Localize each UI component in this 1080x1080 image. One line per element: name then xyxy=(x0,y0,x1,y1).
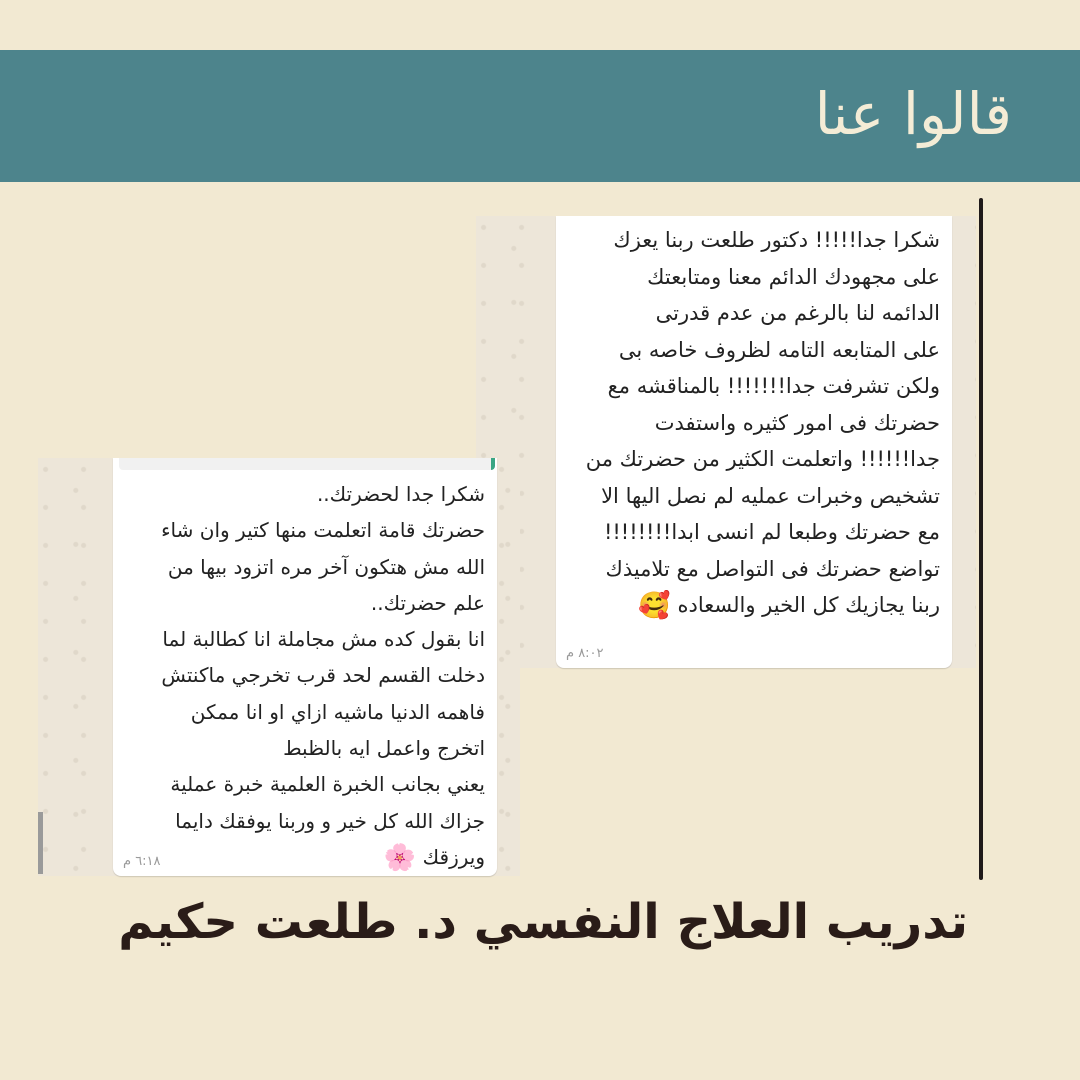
message-line: علم حضرتك.. xyxy=(370,590,485,615)
message-line: الله مش هتكون آخر مره اتزود بيها من xyxy=(167,554,485,579)
message-line: جدا!!!!!! واتعلمت الكثير من حضرتك من xyxy=(585,447,940,471)
message-line: شكرا جدا لحضرتك.. xyxy=(316,482,485,506)
message-line: انا بقول كده مش مجاملة انا كطالبة لما xyxy=(162,627,485,652)
message-line: ولكن تشرفت جدا!!!!!!! بالمناقشه مع xyxy=(607,374,940,398)
message-timestamp: ٨:٠٢ م xyxy=(566,646,604,661)
header-banner xyxy=(0,50,1080,182)
message-bubble-left xyxy=(113,458,497,876)
message-line: على المتابعه التامه لظروف خاصه بى xyxy=(618,337,940,362)
message-line: الدائمه لنا بالرغم من عدم قدرتى xyxy=(655,301,940,325)
vertical-divider xyxy=(979,198,983,880)
message-line-last xyxy=(123,839,485,877)
message-line: على مجهودك الدائم معنا ومتابعتك xyxy=(647,264,940,289)
message-line: تشخيص وخبرات عمليه لم نصل اليها الا xyxy=(601,483,940,508)
message-line: حضرتك قامة اتعلمت منها كتير وان شاء xyxy=(161,518,485,543)
smiling-face-hearts-emoji: 🥰 xyxy=(638,590,671,621)
left-edge-bar xyxy=(38,812,43,874)
message-line: حضرتك فى امور كثيره واستفدت xyxy=(654,410,940,435)
message-line-last xyxy=(568,587,940,624)
message-text: ويرزقك xyxy=(422,844,485,869)
message-bubble-right xyxy=(556,216,952,668)
message-line: يعني بجانب الخبرة العلمية خبرة عملية xyxy=(170,772,485,797)
message-line: تواضع حضرتك فى التواصل مع تلاميذك xyxy=(605,556,940,581)
footer-title: تدريب العلاج النفسي د. طلعت حكيم xyxy=(118,894,968,950)
message-line: مع حضرتك وطبعا لم انسى ابدا!!!!!!!! xyxy=(603,520,940,544)
message-line: فاهمه الدنيا ماشيه ازاي او انا ممكن xyxy=(190,699,485,724)
message-line: دخلت القسم لحد قرب تخرجي ماكنتش xyxy=(161,663,485,688)
reply-quote-strip xyxy=(119,458,495,470)
page-title: قالوا عنا xyxy=(814,80,1012,148)
message-timestamp: ٦:١٨ م xyxy=(123,854,161,869)
message-text: ربنا يجازيك كل الخير والسعاده xyxy=(677,593,940,617)
cherry-blossom-emoji: 🌸 xyxy=(383,843,417,874)
message-line: اتخرج واعمل ايه بالظبط xyxy=(283,736,485,761)
message-line: جزاك الله كل خير و وربنا يوفقك دايما xyxy=(175,808,485,833)
message-line: شكرا جدا!!!!! دكتور طلعت ربنا يعزك xyxy=(613,228,940,252)
